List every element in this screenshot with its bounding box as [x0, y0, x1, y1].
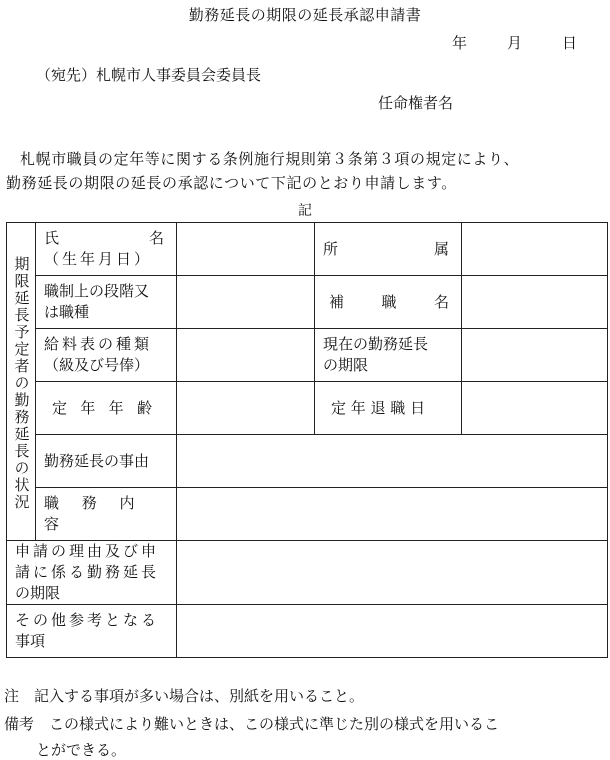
birthdate-label: （生年月日）: [44, 250, 153, 268]
affiliation-label-1: 所: [323, 239, 339, 258]
current-extension-label: [315, 329, 462, 382]
retirement-date-field[interactable]: [462, 382, 608, 435]
form-row-application-reason: [7, 541, 608, 605]
position-label: [315, 276, 462, 329]
position-label-3: 名: [433, 292, 449, 311]
form-row-other: [7, 605, 608, 658]
other-remarks-field[interactable]: [177, 605, 608, 658]
duties-label: 職 務 内 容: [36, 488, 177, 541]
extension-reason-field[interactable]: [177, 435, 608, 488]
affiliation-label: [315, 223, 462, 276]
other-remarks-label-2: 事項: [15, 632, 46, 650]
section-label: 期限延長予定者の勤務延長の状況: [7, 223, 36, 541]
retirement-age-label: [36, 382, 177, 435]
salary-label-2: （級及び号俸）: [44, 356, 150, 374]
application-reason-label: [7, 541, 177, 605]
application-reason-label-2: 請に係る勤務延長: [15, 563, 160, 581]
grade-field[interactable]: [177, 276, 315, 329]
retirement-date-text: 定 年 退 職 日: [331, 398, 426, 417]
name-birthdate-label: [36, 223, 177, 276]
application-reason-label-1: 申請の理由及び申: [15, 542, 160, 560]
form-row-duties: [7, 488, 608, 541]
remark-line-2: とができる。: [36, 741, 127, 759]
position-label-1: 補: [329, 292, 345, 311]
age-label-1: 定: [52, 398, 68, 417]
extension-reason-label: 勤務延長の事由: [36, 435, 177, 488]
salary-field[interactable]: [177, 329, 315, 382]
current-extension-field[interactable]: [462, 329, 608, 382]
body-text-line-2: 勤務延長の期限の延長の承認について下記のとおり申請します。: [6, 174, 457, 192]
date-day-label: 日: [562, 34, 578, 52]
grade-label: [36, 276, 177, 329]
position-label-2: 職: [381, 292, 397, 311]
age-label-2: 年: [80, 398, 96, 417]
form-row-grade: [7, 276, 608, 329]
form-row-name: [7, 223, 608, 276]
duties-field[interactable]: [177, 488, 608, 541]
age-label-4: 齢: [136, 398, 152, 417]
salary-label: [36, 329, 177, 382]
appointer-name-label: 任命権者名: [378, 94, 454, 112]
age-label-3: 年: [108, 398, 124, 417]
retirement-age-field[interactable]: [177, 382, 315, 435]
affiliation-label-2: 属: [433, 239, 449, 258]
current-extension-label-1: 現在の勤務延長: [323, 335, 429, 353]
name-label-1: 氏: [44, 229, 60, 247]
name-field[interactable]: [177, 223, 315, 276]
application-reason-label-3: の期限: [15, 584, 61, 602]
grade-label-2: は職種: [44, 303, 90, 321]
salary-label-1: 給料表の種類: [44, 335, 153, 353]
date-month-label: 月: [507, 34, 523, 52]
remark-line-1: 備考 この様式により難いときは、この様式に準じた別の様式を用いるこ: [4, 715, 500, 733]
retirement-date-label: [315, 382, 462, 435]
affiliation-field[interactable]: [462, 223, 608, 276]
date-year-label: 年: [452, 34, 468, 52]
other-remarks-label: [7, 605, 177, 658]
grade-label-1: 職制上の段階又: [44, 282, 150, 300]
application-reason-field[interactable]: [177, 541, 608, 605]
ki-heading: 記: [298, 203, 312, 219]
form-row-age: [7, 382, 608, 435]
form-row-reason: [7, 435, 608, 488]
document-title: 勤務延長の期限の延長承認申請書: [188, 6, 422, 24]
footnote: 注 記入する事項が多い場合は、別紙を用いること。: [4, 687, 365, 705]
body-text-line-1: 札幌市職員の定年等に関する条例施行規則第３条第３項の規定により、: [20, 150, 520, 168]
name-label-2: 名: [148, 229, 164, 247]
form-row-salary: [7, 329, 608, 382]
current-extension-label-2: の期限: [323, 356, 369, 374]
application-form-table: [6, 222, 608, 658]
addressee: （宛先）札幌市人事委員会委員長: [36, 66, 262, 84]
other-remarks-label-1: その他参考となる: [15, 611, 160, 629]
position-field[interactable]: [462, 276, 608, 329]
